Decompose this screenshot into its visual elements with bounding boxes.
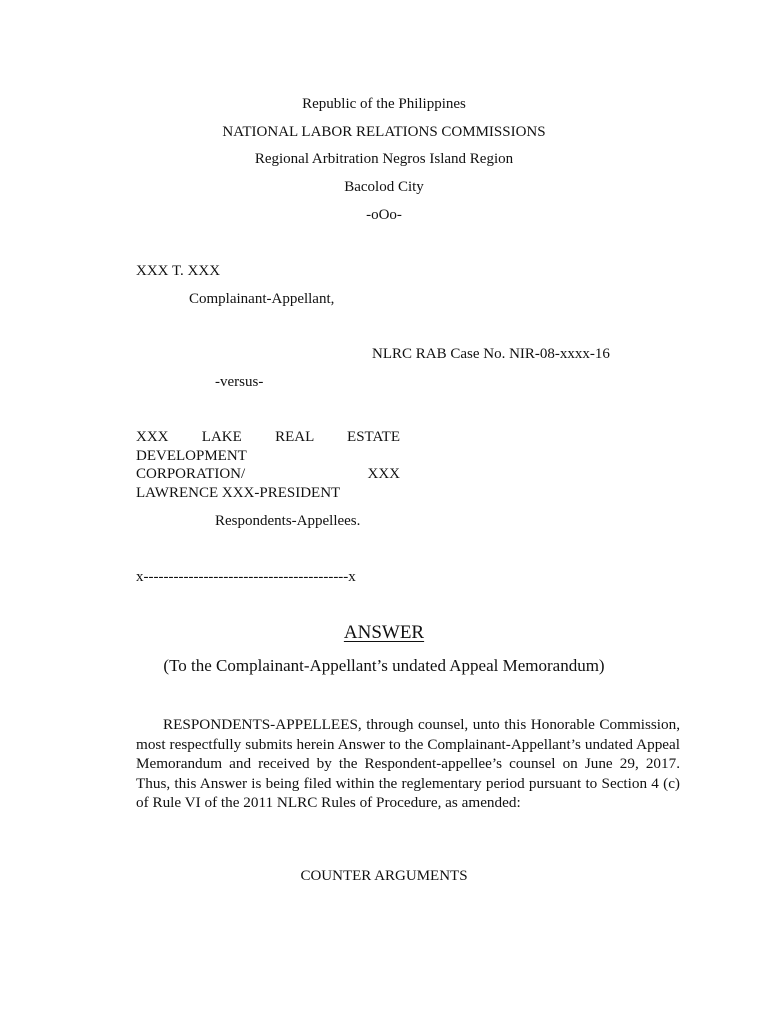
respondent-line: CORPORATION/ XXX bbox=[136, 466, 400, 482]
header-city: Bacolod City bbox=[344, 179, 424, 195]
case-number: NLRC RAB Case No. NIR-08-xxxx-16 bbox=[372, 346, 610, 362]
respondent-line: DEVELOPMENT bbox=[136, 447, 247, 464]
header-region: Regional Arbitration Negros Island Region bbox=[254, 151, 514, 167]
header-republic: Republic of the Philippines bbox=[302, 96, 466, 112]
pleading-subtitle: (To the Complainant-Appellant’s undated Appeal Memorandum) bbox=[163, 656, 605, 675]
header-commission: NATIONAL LABOR RELATIONS COMMISSIONS bbox=[222, 124, 546, 140]
opening-paragraph: RESPONDENTS-APPELLEES, through counsel, unto this Honorable Commission, most respectfully submits herein Answer to the Complainant-Appellant’s undated Appeal Memorandum and received by the Respondent-appellee’s counsel on June 29, 2017. Thus, this Answer is being filed within the reglementary period pursuant to Section 4 (c) of Rule VI of the 2011 NLRC Rules of Procedure, as amended: bbox=[136, 716, 680, 811]
header-separator: -oOo- bbox=[366, 207, 402, 223]
respondent-line: XXX LAKE REAL ESTATE bbox=[136, 429, 400, 445]
respondent-name-block bbox=[136, 428, 400, 502]
respondent-line: LAWRENCE XXX-PRESIDENT bbox=[136, 484, 341, 501]
section-heading: COUNTER ARGUMENTS bbox=[300, 868, 468, 884]
complainant-name: XXX T. XXX bbox=[136, 263, 221, 279]
versus-label: -versus- bbox=[215, 374, 264, 390]
complainant-role: Complainant-Appellant, bbox=[189, 291, 335, 307]
pleading-title: ANSWER bbox=[343, 622, 425, 643]
respondent-role: Respondents-Appellees. bbox=[215, 513, 361, 529]
caption-divider: x-----------------------------------------x bbox=[136, 569, 356, 585]
